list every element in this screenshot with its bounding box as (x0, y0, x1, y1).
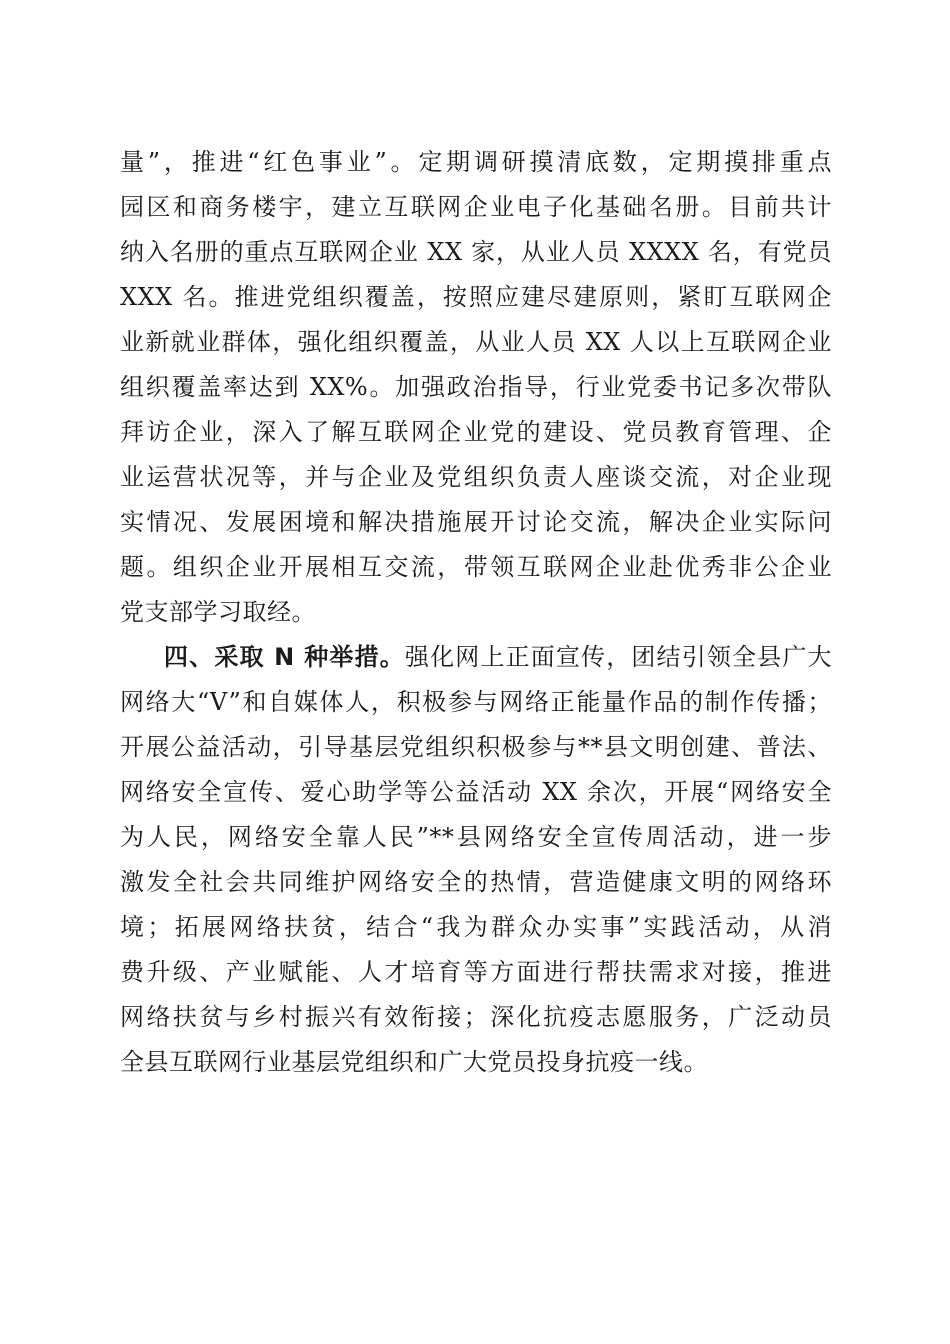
text-line: 业新就业群体，强化组织覆盖，从业人员 XX 人以上互联网企业 (120, 328, 832, 356)
text-line: 业运营状况等，并与企业及党组织负责人座谈交流，对企业现 (120, 463, 832, 491)
text-line: 实情况、发展困境和解决措施展开讨论交流，解决企业实际问 (120, 508, 832, 536)
section-4-heading: 四、采取 N 种举措。 (164, 643, 405, 671)
text-line: 境；拓展网络扶贫，结合“我为群众办实事”实践活动，从消 (120, 913, 832, 941)
section-4-paragraph (120, 635, 832, 1085)
text-line: 园区和商务楼宇，建立互联网企业电子化基础名册。目前共计 (120, 193, 832, 221)
text-line: 纳入名册的重点互联网企业 XX 家，从业人员 XXXX 名，有党员 (120, 238, 832, 266)
text-line: 网络安全宣传、爱心助学等公益活动 XX 余次，开展“网络安全 (120, 778, 832, 806)
text-line: XXX 名。推进党组织覆盖，按照应建尽建原则，紧盯互联网企 (120, 283, 832, 311)
text-line: 开展公益活动，引导基层党组织积极参与**县文明创建、普法、 (120, 733, 832, 761)
text-line: 量”，推进“红色事业”。定期调研摸清底数，定期摸排重点 (120, 148, 832, 176)
section-4-first-line-text: 强化网上正面宣传，团结引领全县广大 (404, 643, 832, 671)
text-line: 为人民，网络安全靠人民”**县网络安全宣传周活动，进一步 (120, 823, 832, 851)
body-text (120, 140, 832, 1085)
text-line: 拜访企业，深入了解互联网企业党的建设、党员教育管理、企 (120, 418, 832, 446)
text-line: 激发全社会共同维护网络安全的热情，营造健康文明的网络环 (120, 868, 832, 896)
text-line-last: 全县互联网行业基层党组织和广大党员投身抗疫一线。 (120, 1048, 708, 1076)
paragraph-1 (120, 140, 832, 635)
text-line: 网络扶贫与乡村振兴有效衔接；深化抗疫志愿服务，广泛动员 (120, 1003, 832, 1031)
text-line: 网络大“V”和自媒体人，积极参与网络正能量作品的制作传播； (120, 688, 832, 716)
section-4-first-line (120, 635, 832, 680)
text-line: 组织覆盖率达到 XX%。加强政治指导，行业党委书记多次带队 (120, 373, 832, 401)
text-line: 题。组织企业开展相互交流，带领互联网企业赴优秀非公企业 (120, 553, 832, 581)
text-line: 费升级、产业赋能、人才培育等方面进行帮扶需求对接，推进 (120, 958, 832, 986)
text-line-last: 党支部学习取经。 (120, 598, 316, 626)
